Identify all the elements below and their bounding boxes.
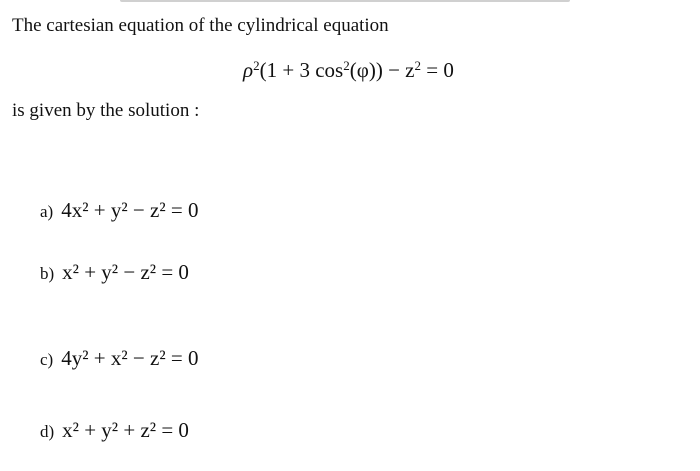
option-label: b) (40, 264, 55, 283)
option-equation: x² + y² − z² = 0 (62, 260, 189, 284)
question-intro: The cartesian equation of the cylindrical equation (12, 15, 389, 36)
question-prompt: is given by the solution : (12, 100, 200, 121)
option-a[interactable] (40, 198, 198, 223)
option-equation: 4y² + x² − z² = 0 (61, 346, 199, 370)
option-b[interactable] (40, 260, 189, 285)
option-d[interactable] (40, 418, 189, 443)
cylindrical-equation: $\rho^2(1 + 3$ $\cos^2(\varphi)) - z^2 = 0$ (243, 57, 454, 82)
option-equation: x² + y² + z² = 0 (62, 418, 189, 442)
option-label: c) (40, 350, 54, 369)
option-c[interactable] (40, 346, 198, 371)
window-top-edge (120, 0, 570, 2)
option-equation: 4x² + y² − z² = 0 (61, 198, 199, 222)
option-label: d) (40, 422, 55, 441)
option-label: a) (40, 202, 54, 221)
